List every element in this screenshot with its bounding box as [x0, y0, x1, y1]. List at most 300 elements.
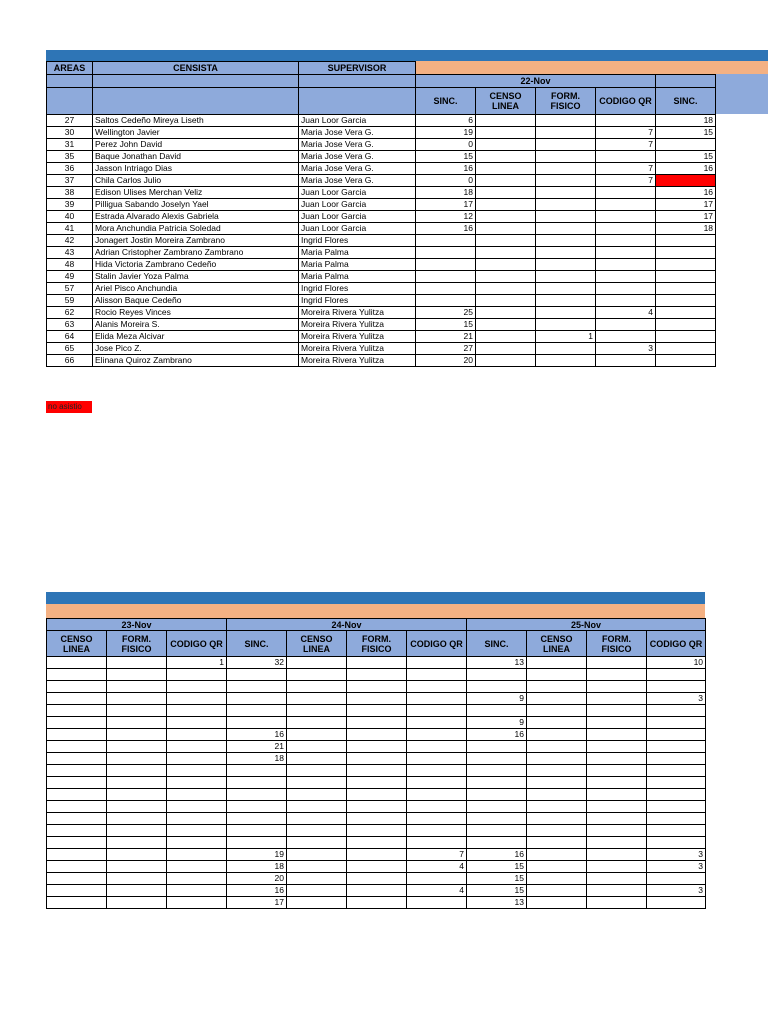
data-cell: [47, 813, 107, 825]
data-cell: [527, 897, 587, 909]
censo-linea-cell: [476, 199, 536, 211]
censista-cell: Alisson Baque Cedeño: [93, 295, 299, 307]
censo-linea-cell: [476, 295, 536, 307]
sinc-cell: [656, 307, 716, 319]
data-cell: 13: [467, 897, 527, 909]
form-fisico-cell: [536, 319, 596, 331]
data-cell: [347, 681, 407, 693]
supervisor-cell: Juan Loor Garcia: [299, 115, 416, 127]
data-cell: 18: [227, 753, 287, 765]
data-cell: [107, 681, 167, 693]
censista-cell: Elinana Quiroz Zambrano: [93, 355, 299, 367]
data-cell: [467, 777, 527, 789]
censista-cell: Rocio Reyes Vinces: [93, 307, 299, 319]
header-blank: [93, 75, 299, 88]
sinc-cell: [416, 235, 476, 247]
data-cell: [47, 669, 107, 681]
supervisor-cell: Moreira Rivera Yulitza: [299, 331, 416, 343]
data-cell: [647, 813, 706, 825]
codigo-qr-cell: [596, 283, 656, 295]
data-cell: [527, 753, 587, 765]
area-cell: 42: [47, 235, 93, 247]
data-cell: [527, 825, 587, 837]
codigo-qr-cell: [596, 319, 656, 331]
codigo-qr-cell: [596, 355, 656, 367]
data-cell: [227, 705, 287, 717]
data-cell: [167, 873, 227, 885]
form-fisico-cell: [536, 247, 596, 259]
table-row: [47, 777, 706, 789]
data-cell: 3: [647, 849, 706, 861]
data-cell: [227, 825, 287, 837]
col-header: FORM. FISICO: [587, 631, 647, 657]
data-cell: [587, 705, 647, 717]
sinc-cell: [416, 283, 476, 295]
codigo-qr-cell: [596, 115, 656, 127]
col-header: FORM. FISICO: [107, 631, 167, 657]
sinc-cell: [656, 295, 716, 307]
codigo-qr-cell: [596, 259, 656, 271]
censista-cell: Saltos Cedeño Mireya Liseth: [93, 115, 299, 127]
data-cell: [107, 837, 167, 849]
table-row: [47, 319, 716, 331]
sinc-cell: 25: [416, 307, 476, 319]
data-cell: [107, 801, 167, 813]
table-row: [47, 163, 716, 175]
data-cell: 3: [647, 693, 706, 705]
codigo-qr-cell: [596, 211, 656, 223]
data-cell: [647, 717, 706, 729]
data-cell: [587, 693, 647, 705]
data-cell: [407, 741, 467, 753]
table-row: [47, 127, 716, 139]
col-header: CODIGO QR: [407, 631, 467, 657]
data-cell: [407, 729, 467, 741]
data-cell: [467, 705, 527, 717]
data-cell: [587, 789, 647, 801]
data-cell: [287, 885, 347, 897]
form-fisico-cell: [536, 223, 596, 235]
area-cell: 66: [47, 355, 93, 367]
codigo-qr-cell: [596, 247, 656, 259]
censo-linea-cell: [476, 127, 536, 139]
data-cell: [467, 741, 527, 753]
data-cell: [167, 825, 227, 837]
data-cell: [167, 897, 227, 909]
censo-linea-cell: [476, 175, 536, 187]
sinc-cell: [656, 271, 716, 283]
supervisor-cell: Maria Jose Vera G.: [299, 175, 416, 187]
sinc-cell: 18: [656, 115, 716, 127]
data-cell: [287, 705, 347, 717]
table-row: [47, 741, 706, 753]
data-cell: [107, 777, 167, 789]
data-cell: [347, 765, 407, 777]
data-cell: [167, 813, 227, 825]
col-header: CODIGO QR: [167, 631, 227, 657]
data-cell: [347, 885, 407, 897]
data-cell: [107, 825, 167, 837]
header-blank: [656, 75, 716, 88]
data-cell: 3: [647, 861, 706, 873]
data-cell: [287, 693, 347, 705]
data-cell: [47, 861, 107, 873]
data-cell: [347, 813, 407, 825]
data-cell: [347, 741, 407, 753]
data-cell: [527, 813, 587, 825]
data-cell: 15: [467, 873, 527, 885]
data-cell: [287, 777, 347, 789]
data-cell: 10: [647, 657, 706, 669]
censo-linea-cell: [476, 187, 536, 199]
censista-cell: Ariel Pisco Anchundia: [93, 283, 299, 295]
sinc-cell: 15: [416, 319, 476, 331]
sinc-cell: 16: [416, 223, 476, 235]
censista-cell: Baque Jonathan David: [93, 151, 299, 163]
censista-cell: Hida Victoria Zambrano Cedeño: [93, 259, 299, 271]
data-cell: [47, 681, 107, 693]
data-cell: [287, 741, 347, 753]
censista-cell: Jose Pico Z.: [93, 343, 299, 355]
data-cell: 13: [467, 657, 527, 669]
col-header: SINC.: [467, 631, 527, 657]
sinc-cell: 15: [416, 151, 476, 163]
censo-linea-cell: [476, 151, 536, 163]
sinc-cell: 20: [416, 355, 476, 367]
censo-linea-cell: [476, 139, 536, 151]
data-cell: [107, 753, 167, 765]
data-cell: [407, 669, 467, 681]
supervisor-cell: Juan Loor Garcia: [299, 187, 416, 199]
sinc-cell: [656, 175, 716, 187]
sinc-cell: [656, 259, 716, 271]
data-cell: [347, 789, 407, 801]
table-row: [47, 235, 716, 247]
date-header-24nov: 24-Nov: [227, 619, 467, 631]
area-cell: 36: [47, 163, 93, 175]
data-cell: [527, 837, 587, 849]
data-cell: [47, 789, 107, 801]
data-cell: [47, 849, 107, 861]
table-row: [47, 765, 706, 777]
supervisor-cell: Moreira Rivera Yulitza: [299, 355, 416, 367]
data-cell: [467, 681, 527, 693]
data-cell: [167, 717, 227, 729]
data-cell: [227, 693, 287, 705]
data-cell: [527, 741, 587, 753]
data-cell: [227, 789, 287, 801]
data-cell: [167, 849, 227, 861]
table-row: [47, 837, 706, 849]
col-header-censo-linea: CENSO LINEA: [476, 88, 536, 115]
form-fisico-cell: [536, 175, 596, 187]
censista-cell: Elida Meza Alcivar: [93, 331, 299, 343]
data-cell: [647, 837, 706, 849]
data-cell: [47, 693, 107, 705]
data-cell: [407, 765, 467, 777]
data-cell: [587, 825, 647, 837]
data-cell: [587, 873, 647, 885]
sinc-cell: 0: [416, 175, 476, 187]
data-cell: [527, 669, 587, 681]
table-row: [47, 211, 716, 223]
top-blue-band: [46, 50, 768, 61]
data-cell: [47, 705, 107, 717]
data-cell: [287, 837, 347, 849]
data-cell: 7: [407, 849, 467, 861]
data-cell: [527, 777, 587, 789]
data-cell: [407, 873, 467, 885]
date-header-25nov: 25-Nov: [467, 619, 706, 631]
header-blank: [47, 75, 93, 88]
sinc-cell: 18: [656, 223, 716, 235]
data-cell: [107, 717, 167, 729]
sinc-cell: [416, 259, 476, 271]
data-cell: [107, 885, 167, 897]
data-cell: [527, 717, 587, 729]
col-header-form-fisico: FORM. FISICO: [536, 88, 596, 115]
data-cell: [227, 777, 287, 789]
codigo-qr-cell: [596, 223, 656, 235]
censo-linea-cell: [476, 247, 536, 259]
data-cell: [527, 849, 587, 861]
data-cell: [167, 765, 227, 777]
col-header: CENSO LINEA: [47, 631, 107, 657]
data-cell: [407, 801, 467, 813]
data-cell: [347, 801, 407, 813]
supervisor-cell: Maria Jose Vera G.: [299, 163, 416, 175]
form-fisico-cell: [536, 283, 596, 295]
data-cell: [287, 897, 347, 909]
data-cell: [587, 885, 647, 897]
data-cell: [587, 729, 647, 741]
area-cell: 38: [47, 187, 93, 199]
data-cell: [347, 849, 407, 861]
form-fisico-cell: [536, 199, 596, 211]
data-cell: [647, 873, 706, 885]
table-row: [47, 753, 706, 765]
area-cell: 59: [47, 295, 93, 307]
data-cell: [287, 717, 347, 729]
censo-linea-cell: [476, 307, 536, 319]
sinc-cell: 16: [416, 163, 476, 175]
supervisor-cell: Ingrid Flores: [299, 295, 416, 307]
data-cell: 18: [227, 861, 287, 873]
codigo-qr-cell: [596, 271, 656, 283]
data-cell: [287, 681, 347, 693]
form-fisico-cell: [536, 295, 596, 307]
form-fisico-cell: [536, 307, 596, 319]
codigo-qr-cell: 3: [596, 343, 656, 355]
censo-linea-cell: [476, 283, 536, 295]
data-cell: [647, 729, 706, 741]
data-cell: 9: [467, 693, 527, 705]
data-cell: [47, 717, 107, 729]
area-cell: 39: [47, 199, 93, 211]
col-header: CODIGO QR: [647, 631, 706, 657]
data-cell: 1: [167, 657, 227, 669]
data-cell: [467, 753, 527, 765]
censista-cell: Jasson Intriago Dias: [93, 163, 299, 175]
table-row: [47, 139, 716, 151]
area-cell: 62: [47, 307, 93, 319]
area-cell: 27: [47, 115, 93, 127]
data-cell: [347, 825, 407, 837]
table-row: [47, 307, 716, 319]
data-cell: [227, 681, 287, 693]
table-row: [47, 271, 716, 283]
codigo-qr-cell: 7: [596, 163, 656, 175]
data-cell: [407, 705, 467, 717]
data-cell: [527, 861, 587, 873]
data-cell: [407, 837, 467, 849]
data-cell: [407, 897, 467, 909]
sinc-cell: 21: [416, 331, 476, 343]
supervisor-cell: Ingrid Flores: [299, 283, 416, 295]
data-cell: [527, 885, 587, 897]
data-cell: [407, 717, 467, 729]
data-cell: [167, 741, 227, 753]
data-cell: 9: [467, 717, 527, 729]
data-cell: [47, 765, 107, 777]
data-cell: 20: [227, 873, 287, 885]
supervisor-cell: Juan Loor Garcia: [299, 199, 416, 211]
data-cell: [107, 813, 167, 825]
bottom-blue-band: [46, 592, 705, 604]
data-cell: [647, 825, 706, 837]
bottom-orange-band: [46, 604, 705, 618]
data-cell: [587, 813, 647, 825]
table-row: [47, 331, 716, 343]
col-header: FORM. FISICO: [347, 631, 407, 657]
data-cell: [467, 765, 527, 777]
codigo-qr-cell: [596, 187, 656, 199]
area-cell: 43: [47, 247, 93, 259]
censo-linea-cell: [476, 259, 536, 271]
col-header-sinc: SINC.: [416, 88, 476, 115]
data-cell: [407, 813, 467, 825]
table-row: [47, 295, 716, 307]
area-cell: 35: [47, 151, 93, 163]
table-row: [47, 669, 706, 681]
table-row: [47, 355, 716, 367]
table-row: [47, 705, 706, 717]
data-cell: [407, 753, 467, 765]
codigo-qr-cell: [596, 295, 656, 307]
data-cell: [167, 861, 227, 873]
data-cell: [587, 801, 647, 813]
supervisor-cell: Juan Loor Garcia: [299, 223, 416, 235]
data-cell: [587, 753, 647, 765]
sinc-cell: 27: [416, 343, 476, 355]
sinc-cell: [656, 247, 716, 259]
table-row: [47, 199, 716, 211]
censista-cell: Stalin Javier Yoza Palma: [93, 271, 299, 283]
header-supervisor: SUPERVISOR: [299, 62, 416, 75]
data-cell: [167, 669, 227, 681]
data-cell: [527, 693, 587, 705]
data-cell: [467, 789, 527, 801]
data-cell: [347, 861, 407, 873]
form-fisico-cell: [536, 271, 596, 283]
data-cell: [227, 669, 287, 681]
data-cell: [467, 825, 527, 837]
censo-linea-cell: [476, 355, 536, 367]
form-fisico-cell: [536, 163, 596, 175]
data-cell: [107, 729, 167, 741]
data-cell: [47, 741, 107, 753]
data-cell: [647, 789, 706, 801]
data-cell: [347, 717, 407, 729]
data-cell: [647, 801, 706, 813]
sinc-cell: 0: [416, 139, 476, 151]
data-cell: [647, 897, 706, 909]
form-fisico-cell: 1: [536, 331, 596, 343]
data-cell: [287, 801, 347, 813]
data-cell: [167, 777, 227, 789]
censista-cell: Pilligua Sabando Joselyn Yael: [93, 199, 299, 211]
attendance-table-bottom: [46, 618, 706, 909]
data-cell: [107, 849, 167, 861]
censista-cell: Estrada Alvarado Alexis Gabriela: [93, 211, 299, 223]
data-cell: [647, 741, 706, 753]
table-row: [47, 885, 706, 897]
table-row: [47, 187, 716, 199]
table-row: [47, 259, 716, 271]
data-cell: [347, 729, 407, 741]
data-cell: [407, 825, 467, 837]
data-cell: [587, 669, 647, 681]
codigo-qr-cell: 7: [596, 175, 656, 187]
data-cell: [647, 777, 706, 789]
table-row: [47, 115, 716, 127]
data-cell: [287, 753, 347, 765]
data-cell: [347, 837, 407, 849]
data-cell: 21: [227, 741, 287, 753]
data-cell: [287, 669, 347, 681]
area-cell: 31: [47, 139, 93, 151]
attendance-table-top: [46, 61, 716, 367]
sinc-cell: [656, 319, 716, 331]
data-cell: [587, 681, 647, 693]
col-header: CENSO LINEA: [527, 631, 587, 657]
form-fisico-cell: [536, 151, 596, 163]
data-cell: [47, 885, 107, 897]
censista-cell: Chila Carlos Julio: [93, 175, 299, 187]
data-cell: [407, 657, 467, 669]
sinc-cell: [656, 235, 716, 247]
data-cell: [347, 753, 407, 765]
data-cell: [347, 777, 407, 789]
table-row: [47, 873, 706, 885]
sinc-cell: [416, 295, 476, 307]
data-cell: [107, 873, 167, 885]
data-cell: [527, 681, 587, 693]
censista-cell: Perez John David: [93, 139, 299, 151]
sinc-cell: 6: [416, 115, 476, 127]
area-cell: 41: [47, 223, 93, 235]
supervisor-cell: Maria Palma: [299, 259, 416, 271]
data-cell: [347, 705, 407, 717]
data-cell: 19: [227, 849, 287, 861]
data-cell: [227, 813, 287, 825]
form-fisico-cell: [536, 139, 596, 151]
supervisor-cell: Ingrid Flores: [299, 235, 416, 247]
sinc-cell: 18: [416, 187, 476, 199]
area-cell: 65: [47, 343, 93, 355]
data-cell: [527, 765, 587, 777]
data-cell: [167, 837, 227, 849]
